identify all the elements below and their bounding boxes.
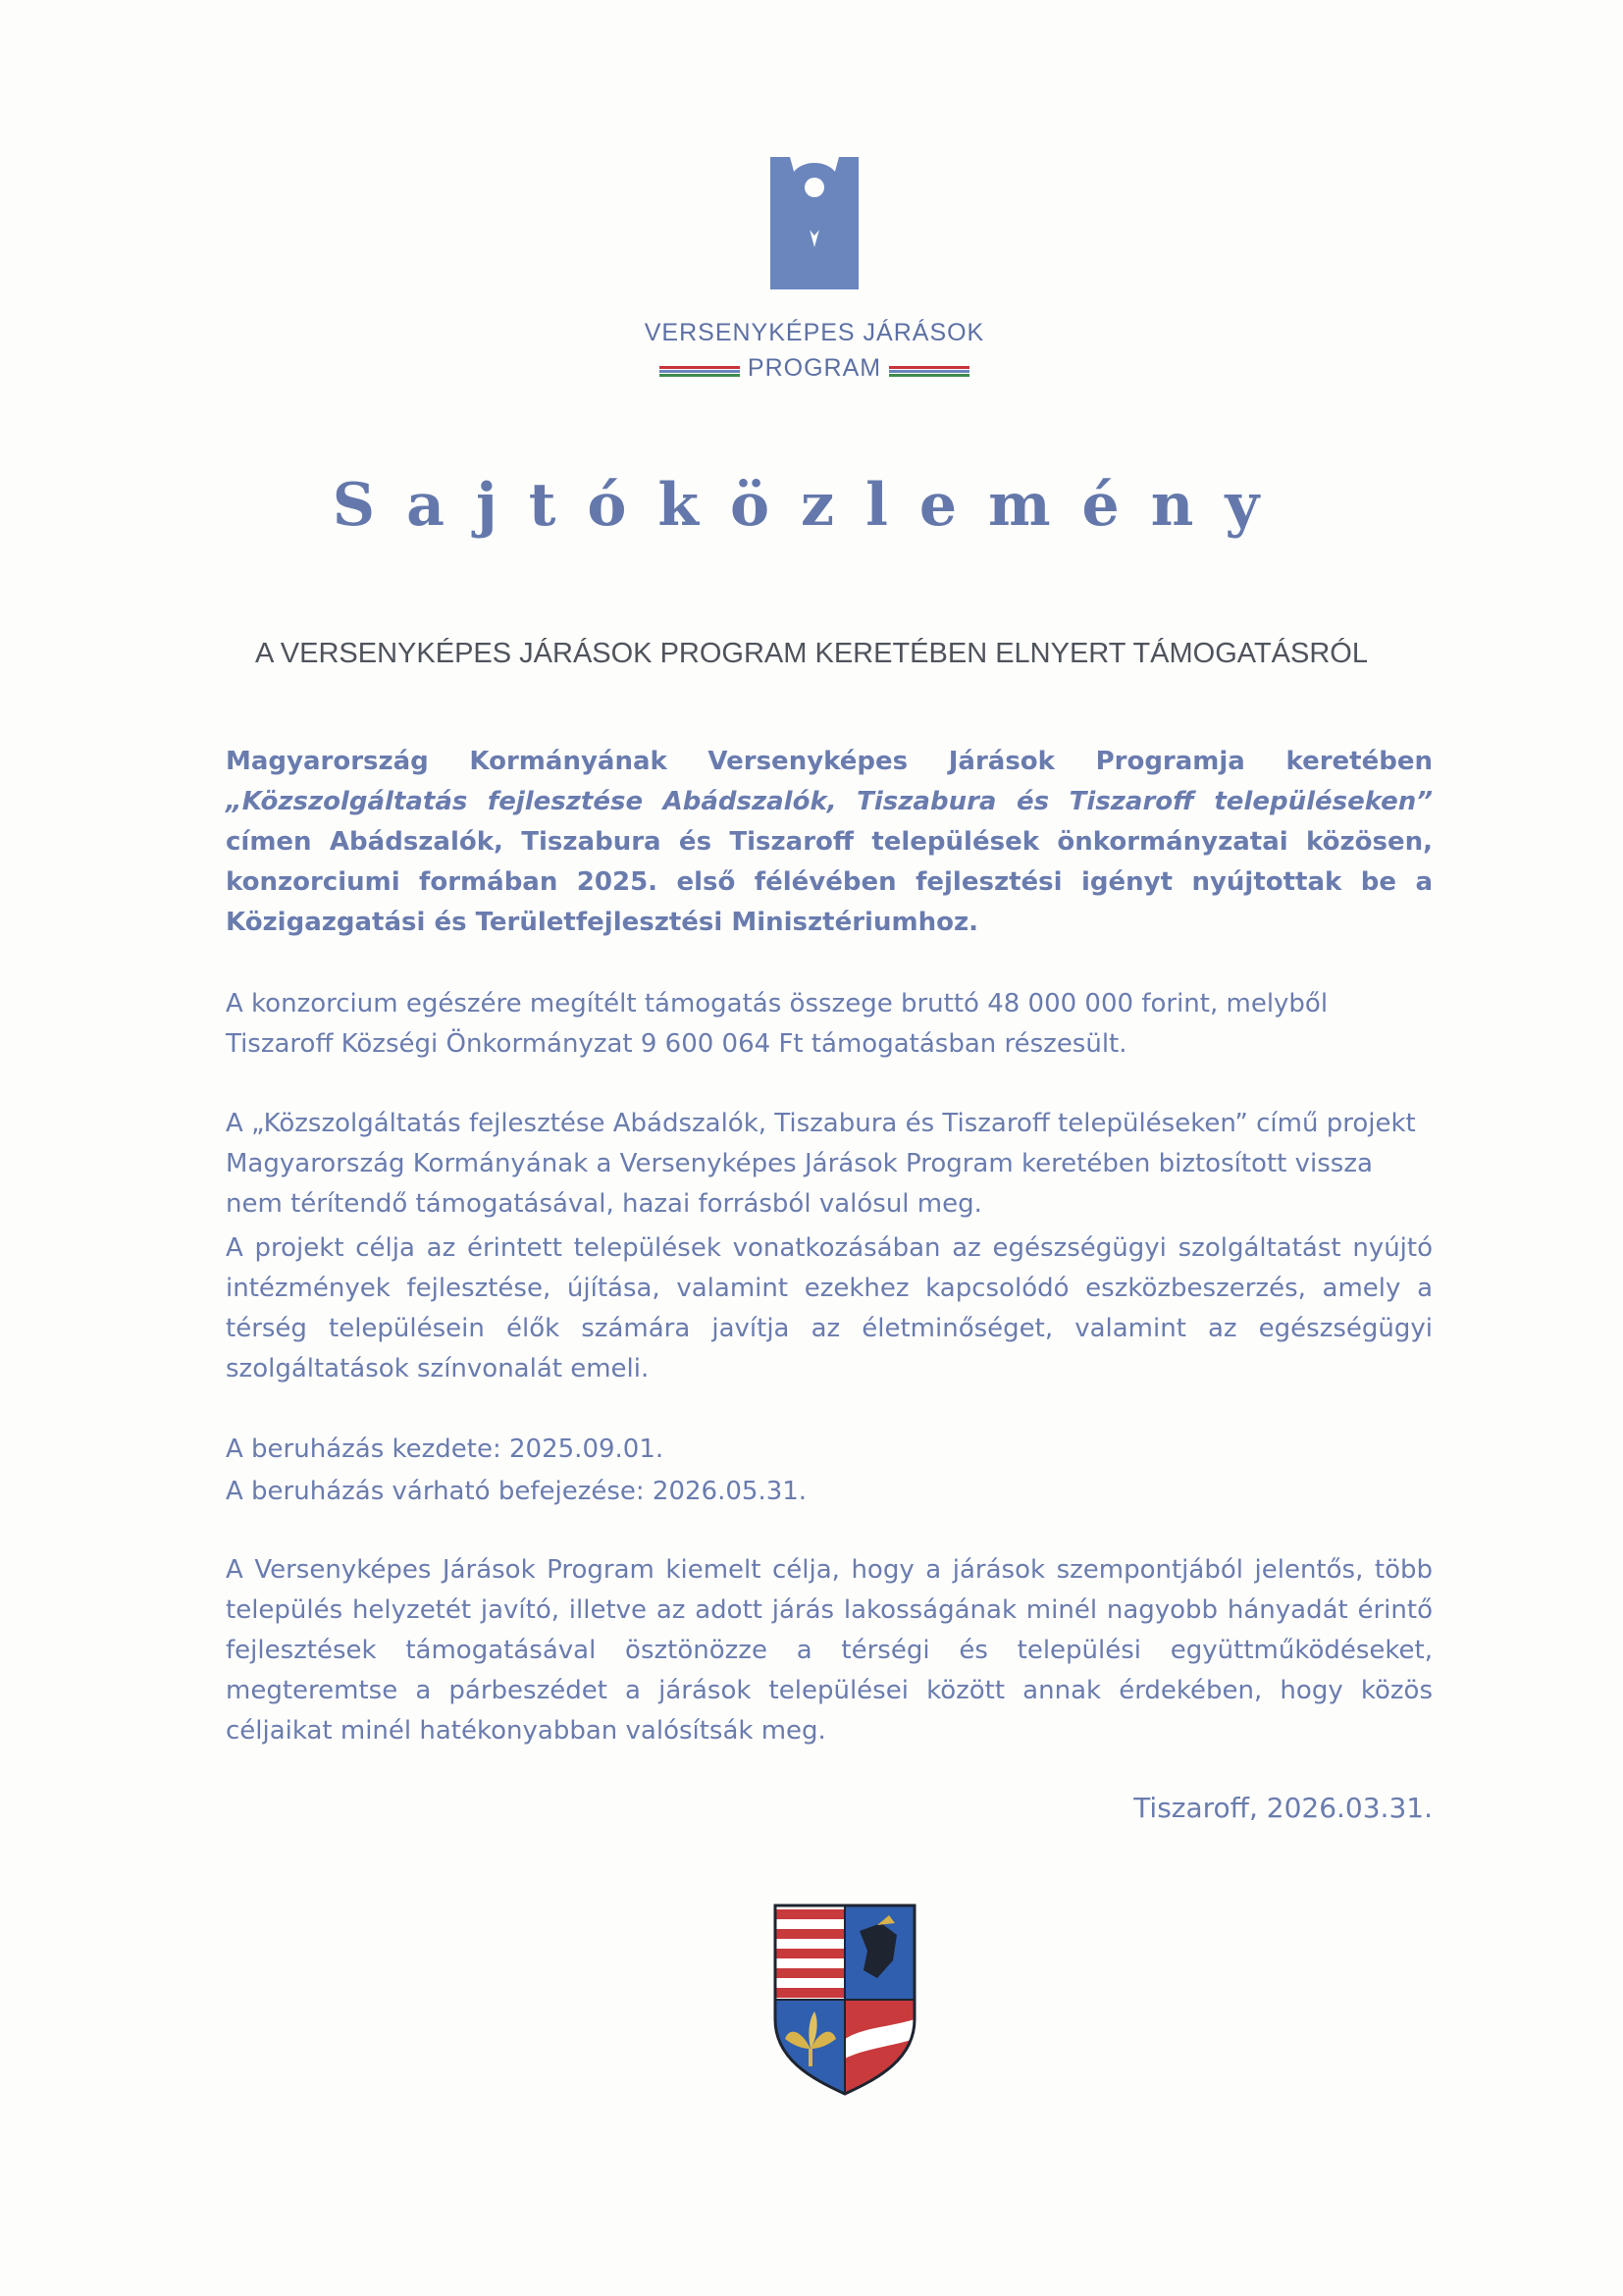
intro-rest: címen Abádszalók, Tiszabura és Tiszaroff települések önkormányzatai közösen, konzorciumi formában 2025. első félévében fejlesztési igényt nyújtottak be a Közigazgatási és Területfejlesztési Minisztériumhoz.: [226, 827, 1433, 937]
project-goal-paragraph: A projekt célja az érintett települések vonatkozásában az egészségügyi szolgáltatást nyújtó intézmények fejlesztése, újítása, valamint ezekhez kapcsolódó eszközbeszerzés, amely a térség településein élők számára javítja az életminőséget, valamint az egészségügyi szolgáltatások színvonalát emeli.: [226, 1233, 1433, 1383]
intro-paragraph: [226, 742, 1433, 943]
flag-stripes-left: [659, 366, 740, 377]
program-logo: [628, 157, 1001, 392]
end-date-line: A beruházás várható befejezése: 2026.05.31.: [226, 1477, 808, 1506]
start-date-line: A beruházás kezdete: 2025.09.01.: [226, 1435, 664, 1464]
project-name: „Közszolgáltatás fejlesztése Abádszalók, Tiszabura és Tiszaroff településeken”: [226, 787, 1433, 816]
flag-stripes-right: [889, 366, 969, 377]
funding-paragraph: A konzorcium egészére megítélt támogatás összege bruttó 48 000 000 forint, melyből Tiszaroff Községi Önkormányzat 9 600 064 Ft támogatásban részesült.: [226, 989, 1329, 1059]
place-date-signoff: Tiszaroff, 2026.03.31.: [1133, 1792, 1433, 1824]
intro-lead: Magyarország Kormányának Versenyképes Járások Programja keretében: [226, 747, 1433, 776]
page-subtitle: A VERSENYKÉPES JÁRÁSOK PROGRAM KERETÉBEN ELNYERT TÁMOGATÁSRÓL: [254, 638, 1368, 669]
logo-text-line1: VERSENYKÉPES JÁRÁSOK: [644, 319, 985, 346]
location-pin-v-icon: [770, 157, 859, 289]
program-goal-paragraph: A Versenyképes Járások Program kiemelt célja, hogy a járások szempontjából jelentős, több település helyzetét javító, illetve az adott járás lakosságának minél nagyobb hányadát érintő fejlesztések támogatásával ösztönözze a térségi és települési együttműködéseket, megteremtse a párbeszédet a járások települései között annak érdekében, hogy közös céljaikat minél hatékonyabban valósítsák meg.: [226, 1555, 1433, 1746]
project-source-paragraph: A „Közszolgáltatás fejlesztése Abádszalók, Tiszabura és Tiszaroff településeken” című projekt Magyarország Kormányának a Versenyképes Járások Program keretében biztosított vissza nem térítendő támogatásával, hazai forrásból valósul meg.: [226, 1109, 1416, 1219]
page-title: Sajtóközlemény: [332, 471, 1291, 540]
logo-text-line2: PROGRAM: [747, 354, 882, 382]
coat-of-arms-icon: [771, 1902, 918, 2098]
